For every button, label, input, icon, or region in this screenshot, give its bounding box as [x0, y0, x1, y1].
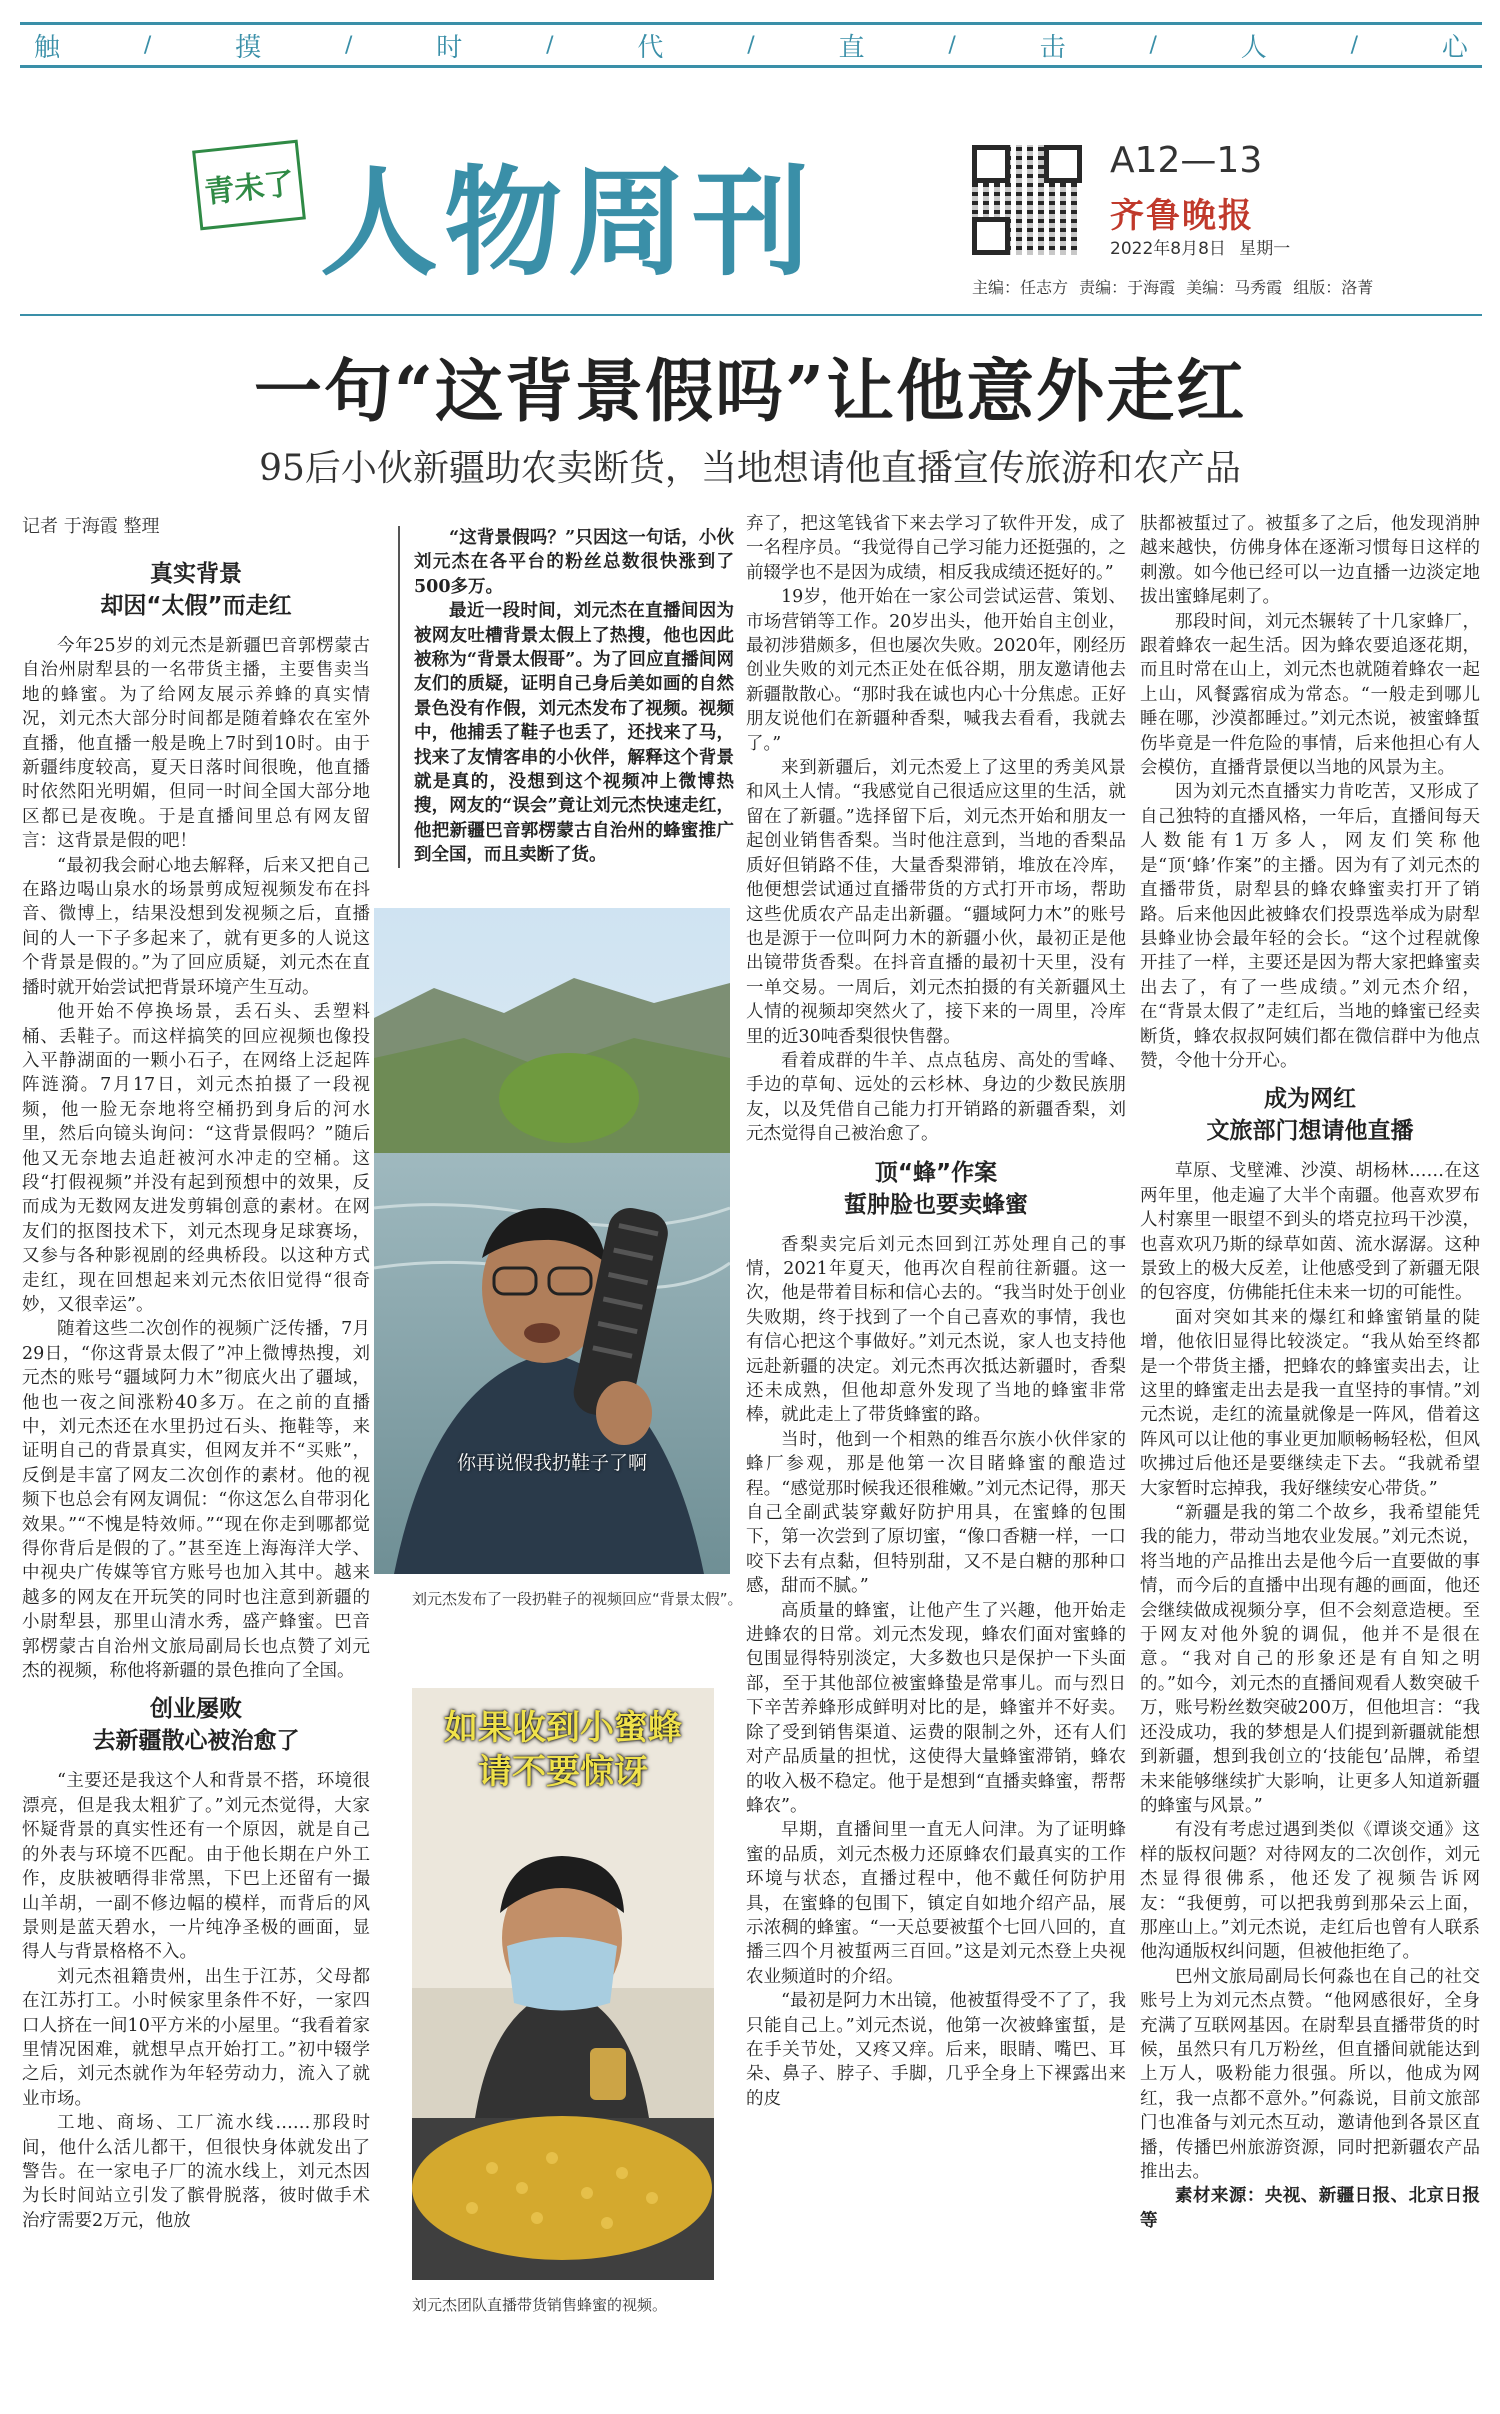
paragraph: 有没有考虑过遇到类似《谭谈交通》这样的版权问题？对待网友的二次创作，刘元杰显得很佛系，他还发了视频告诉网友：“我便剪，可以把我剪到那朵云上面，那座山上。”刘元杰说，走红后也曾有人联系他沟通版权纠问题，但被他拒绝了。 [1140, 1820, 1480, 1963]
paragraph: 那段时间，刘元杰辗转了十几家蜂厂，跟着蜂农一起生活。因为蜂农要追逐花期，而且时常在山上，刘元杰也就随着蜂农一起上山，风餐露宿成为常态。“一般走到哪儿睡在哪，沙漠都睡过。”刘元杰说，被蜜蜂蜇伤毕竟是一件危险的事情，后来他担心有人会模仿，直播背景便以当地的风景为主。 [1140, 611, 1480, 779]
paragraph: “这背景假吗？”只因这一句话，小伙刘元杰在各平台的粉丝总数很快涨到了500多万。 [414, 528, 734, 597]
paragraph: 今年25岁的刘元杰是新疆巴音郭楞蒙古自治州尉犁县的一名带货主播，主要售卖当地的蜂蜜。为了给网友展示养蜂的真实情况，刘元杰大部分时间都是随着蜂农在室外直播，他直播一般是晚上7时到10时。由于新疆纬度较高，夏天日落时间很晚，他直播时依然阳光明媚，但同一时间全国大部分地区都已是夜晚。于是直播间里总有网友留言：这背景是假的吧！ [22, 636, 370, 852]
photo-caption: 刘元杰团队直播带货销售蜂蜜的视频。 [412, 2296, 668, 2314]
paragraph: 当时，他到一个相熟的维吾尔族小伙伴家的蜂厂参观，那是他第一次目睹蜂蜜的酿造过程。“感觉那时候我还很稚嫩。”刘元杰记得，那天自己全副武装穿戴好防护用具，在蜜蜂的包围下，第一次尝到了原切蜜，“像口香糖一样，一口咬下去有点黏，但特别甜，又不是白糖的那种口感，甜而不腻。” [746, 1429, 1126, 1597]
paragraph: “最初是阿力木出镜，他被蜇得受不了了，我只能自己上。”刘元杰说，他第一次被蜂蜜蜇，是在手关节处，又疼又痒。后来，眼睛、嘴巴、耳朵、鼻子、脖子、手脚，几乎全身上下裸露出来的皮 [746, 1991, 1126, 2109]
paragraph: 看着成群的牛羊、点点毡房、高处的雪峰、手边的草甸、远处的云杉林、身边的少数民族朋友，以及凭借自己能力打开销路的新疆香梨，刘元杰觉得自己被治愈了。 [746, 1050, 1126, 1145]
photo-caption: 刘元杰发布了一段扔鞋子的视频回应“背景太假”。 [412, 1590, 743, 1608]
banner-char: 摸 [235, 32, 262, 63]
banner-char: 心 [1441, 32, 1468, 63]
paragraph: “最初我会耐心地去解释，后来又把自己在路边喝山泉水的场景剪成短视频发布在抖音、微博上，结果没想到发视频之后，直播间的人一下子多起来了，就有更多的人说这个背景是假的。”为了回应质疑，刘元杰在直播时就开始尝试把背景环境产生互动。 [22, 855, 370, 998]
photo-river-shoe [374, 908, 730, 1574]
paragraph: 19岁，他开始在一家公司尝试运营、策划、市场营销等工作。20岁出头，他开始自主创业，最初涉猎颇多，但也屡次失败。2020年，刚经历创业失败的刘元杰正处在低谷期，朋友邀请他去新疆散散心。“那时我在诚也内心十分焦虑。正好朋友说他们在新疆种香梨，喊我去看看，我就去了。” [746, 587, 1126, 754]
banner-char: 直 [838, 32, 865, 63]
top-banner: 触 / 摸 / 时 / 代 / 直 / 击 / 人 / 心 [20, 22, 1482, 68]
column-1 [22, 548, 370, 2233]
divider [20, 314, 1482, 316]
issue-date: 2022年8月8日 星期一 [1110, 239, 1291, 259]
paragraph: 早期，直播间里一直无人问津。为了证明蜂蜜的品质，刘元杰极力还原蜂农们最真实的工作环境与状态，直播过程中，他不戴任何防护用具，在蜜蜂的包围下，镇定自如地介绍产品，展示浓稠的蜂蜜。“一天总要被蜇个七回八回的，直播三四个月被蜇两三百回。”这是刘元杰登上央视农业频道时的介绍。 [746, 1820, 1126, 1987]
section-heading: 创业屡败 去新疆散心被治愈了 [92, 1696, 300, 1755]
paper-name: 齐鲁晚报 [1110, 196, 1254, 236]
paragraph: 草原、戈壁滩、沙漠、胡杨林……在这两年里，他走遍了大半个南疆。他喜欢罗布人村寨里一眼望不到头的塔克拉玛干沙漠，也喜欢巩乃斯的绿草如茵、流水潺潺。这种景致上的极大反差，让他感受到了新疆无限的包容度，仿佛能托住未来一切的可能性。 [1140, 1161, 1480, 1304]
column-4 [1140, 512, 1480, 2233]
paragraph: 最近一段时间，刘元杰在直播间因为被网友吐槽背景太假上了热搜，他也因此被称为“背景太假哥”。为了回应直播间网友们的质疑，证明自己身后美如画的自然景色没有作假，刘元杰发布了视频。视频中，他捕丢了鞋子也丢了，还找来了马，找来了友情客串的小伙伴，解释这个背景就是真的，没想到这个视频冲上微博热搜，网友的“误会”竟让刘元杰快速走红，他把新疆巴音郭楞蒙古自治州的蜂蜜推广到全国，而且卖断了货。 [414, 601, 734, 866]
qingweiliao-logo: 青未了 [192, 140, 306, 231]
qr-code-icon [972, 145, 1082, 255]
paragraph: 香梨卖完后刘元杰回到江苏处理自己的事情，2021年夏天，他再次自程前往新疆。这一次，他是带着目标和信心去的。“我当时处于创业失败期，终于找到了一个自己喜欢的事情，我也有信心把这个事做好。”刘元杰说，家人也支持他远赴新疆的决定。刘元杰再次抵达新疆时，香梨还未成熟，但他却意外发现了当地的蜂蜜非常棒，就此走上了带货蜂蜜的路。 [746, 1234, 1126, 1426]
paragraph: 来到新疆后，刘元杰爱上了这里的秀美风景和风土人情。“我感觉自己很适应这里的生活，就留在了新疆。”选择留下后，刘元杰开始和朋友一起创业销售香梨。当时他注意到，当地的香梨品质好但销路不佳，大量香梨滞销，堆放在冷库，他便想尝试通过直播带货的方式打开市场，帮助这些优质农产品走出新疆。“疆域阿力木”的账号也是源于一位叫阿力木的新疆小伙，最初正是他出镜带货香梨。在抖音直播的最初十天里，没有一单交易。一周后，刘元杰拍摄的有关新疆风土人情的视频却突然火了，接下来的一周里，冷库里的近30吨香梨很快售罄。 [746, 758, 1126, 1047]
paragraph: 面对突如其来的爆红和蜂蜜销量的陡增，他依旧显得比较淡定。“我从始至终都是一个带货主播，把蜂农的蜂蜜卖出去，让这里的蜂蜜走出去是我一直坚持的事情。”刘元杰说，走红的流量就像是一阵风，借着这阵风可以让他的事业更加顺畅畅轻松，但风吹拂过后他还是要继续走下去。“我就希望大家暂时忘掉我，我好继续安心带货。” [1140, 1307, 1480, 1499]
video-subtitle: 你再说假我扔鞋子了啊 [456, 1452, 647, 1474]
photo-honey-livestream [412, 1688, 714, 2280]
paragraph: 巴州文旅局副局长何淼也在自己的社交账号上为刘元杰点赞。“他网感很好，全身充满了互联网基因。在尉犁县直播带货的时候，虽然只有几万粉丝，但直播间就能达到上万人，吸粉能力很强。所以，他成为网红，我一点都不意外。”何淼说，目前文旅部门也准备与刘元杰互动，邀请他到各景区直播，传播巴州旅游资源，同时把新疆农产品推出去。 [1140, 1966, 1480, 2182]
video-overlay-text: 如果收到小蜜蜂 请不要惊讶 [444, 1708, 682, 1792]
page-number: A12—13 [1110, 140, 1263, 181]
banner-char: 代 [637, 32, 664, 63]
column-3 [746, 512, 1126, 2111]
section-heading: 成为网红 文旅部门想请他直播 [1206, 1086, 1414, 1145]
byline: 记者 于海霞 整理 [22, 516, 160, 537]
banner-char: 击 [1039, 32, 1066, 63]
subheadline: 95后小伙新疆助农卖断货，当地想请他直播宣传旅游和农产品 [259, 448, 1241, 489]
banner-char: 时 [436, 32, 463, 63]
paragraph: “新疆是我的第二个故乡，我希望能凭我的能力，带动当地农业发展。”刘元杰说，将当地的产品推出去是他今后一直要做的事情，而今后的直播中出现有趣的画面，他还会继续做成视频分享，但不会刻意造梗。至于网友对他外貌的调侃，他并不是很在意。“我对自己的形象还是有自知之明的。”如今，刘元杰的直播间观看人数突破千万，账号粉丝数突破200万，但他坦言：“我还没成功，我的梦想是人们提到新疆就能想到新疆，想到我创立的‘技能包’品牌，希望未来能够继续扩大影响，让更多人知道新疆的蜂蜜与风景。” [1140, 1503, 1480, 1816]
source-credit: 素材来源：央视、新疆日报、北京日报等 [1140, 2186, 1480, 2231]
paragraph: 随着这些二次创作的视频广泛传播，7月29日，“你这背景太假了”冲上微博热搜，刘元杰的账号“疆域阿力木”彻底火出了疆域，他也一夜之间涨粉40多万。在之前的直播中，刘元杰还在水里扔过石头、拖鞋等，来证明自己的背景真实，但网友并不“买账”，反倒是丰富了网友二次创作的素材。他的视频下也总会有网友调侃：“你这怎么自带羽化效果。”“不愧是特效师。”“现在你走到哪都觉得你背后是假的了。”甚至连上海海洋大学、中视央广传媒等官方账号也加入其中。越来越多的网友在开玩笑的同时也注意到新疆的小尉犁县，那里山清水秀，盛产蜂蜜。巴音郭楞蒙古自治州文旅局副局长也点赞了刘元杰的视频，称他将新疆的景色推向了全国。 [22, 1319, 370, 1682]
banner-char: 触 [34, 32, 61, 63]
paragraph: 因为刘元杰直播实力肯吃苦，又形成了自己独特的直播风格，一年后，直播间每天人数能有1万多人，网友们笑称他是“顶‘蜂’作案”的主播。因为有了刘元杰的直播带货，尉犁县的蜂农蜂蜜卖打开了销路。后来他因此被蜂农们投票选举成为尉犁县蜂业协会最年轻的会长。“这个过程就像开挂了一样，主要还是因为帮大家把蜂蜜卖出去了，有了一些成绩。”刘元杰介绍，在“背景太假了”走红后，当地的蜂蜜已经卖断货，蜂农叔叔阿姨们都在微信群中为他点赞，令他十分开心。 [1140, 782, 1480, 1071]
paragraph: 弃了，把这笔钱省下来去学习了软件开发，成了一名程序员。“我觉得自己学习能力还挺强的，之前辍学也不是因为成绩，相反我成绩还挺好的。” [746, 514, 1126, 583]
paragraph: 刘元杰祖籍贵州，出生于江苏，父母都在江苏打工。小时候家里条件不好，一家四口人挤在一间10平方米的小屋里。“我看着家里情况困难，就想早点开始打工。”初中辍学之后，刘元杰就作为年轻劳动力，流入了就业市场。 [22, 1966, 370, 2109]
paragraph: 高质量的蜂蜜，让他产生了兴趣，他开始走进蜂农的日常。刘元杰发现，蜂农们面对蜜蜂的包围显得特别淡定，大多数也只是保护一下头面部，至于其他部位被蜜蜂蛰是常事儿。而与烈日下辛苦养蜂形成鲜明对比的是，蜂蜜并不好卖。除了受到销售渠道、运费的限制之外，还有人们对产品质量的担忧，这使得大量蜂蜜滞销，蜂农的收入极不稳定。他于是想到“直播卖蜂蜜，帮帮蜂农”。 [746, 1600, 1126, 1816]
section-heading: 真实背景 却因“太假”而走红 [100, 561, 292, 619]
paragraph: 肤都被蜇过了。被蜇多了之后，他发现消肿越来越快，仿佛身体在逐渐习惯每日这样的刺激。如今他已经可以一边直播一边淡定地拔出蜜蜂尾刺了。 [1140, 514, 1480, 608]
pull-quote [398, 526, 734, 868]
banner-char: 人 [1240, 32, 1267, 63]
headline: 一句“这背景假吗”让他意外走红 [253, 352, 1247, 432]
masthead-title: 人物周刊 [320, 154, 817, 292]
editor-credits: 主编：任志方 责编：于海霞 美编：马秀霞 组版：洛菁 [972, 278, 1374, 297]
paragraph: 工地、商场、工厂流水线……那段时间，他什么活儿都干，但很快身体就发出了警告。在一家电子厂的流水线上，刘元杰因为长时间站立引发了髌骨脱落，彼时做手术治疗需要2万元，他放 [22, 2113, 370, 2231]
paragraph: “主要还是我这个人和背景不搭，环境很漂亮，但是我太粗犷了。”刘元杰觉得，大家怀疑背景的真实性还有一个原因，就是自己的外表与环境不匹配。由于他长期在户外工作，皮肤被晒得非常黑，下巴上还留有一撮山羊胡，一副不修边幅的模样，而背后的风景则是蓝天碧水，一片纯净圣极的画面，显得人与背景格格不入。 [22, 1771, 370, 1963]
section-heading: 顶“蜂”作案 蜇肿脸也要卖蜂蜜 [844, 1159, 1028, 1218]
paragraph: 他开始不停换场景，丢石头、丢塑料桶、丢鞋子。而这样搞笑的回应视频也像投入平静湖面的一颗小石子，在网络上泛起阵阵涟漪。7月17日，刘元杰拍摄了一段视频，他一脸无奈地将空桶扔到身后的河水里，然后向镜头询问：“这背景假吗？”随后他又无奈地去追赶被河水冲走的空桶。这段“打假视频”并没有起到预想中的效果，反而成为无数网友进发剪辑创意的素材。在网友们的抠图技术下，刘元杰现身足球赛场，又参与各种影视剧的经典桥段。以这种方式走红，现在回想起来刘元杰依旧觉得“很奇妙，又很幸运”。 [22, 1002, 370, 1315]
